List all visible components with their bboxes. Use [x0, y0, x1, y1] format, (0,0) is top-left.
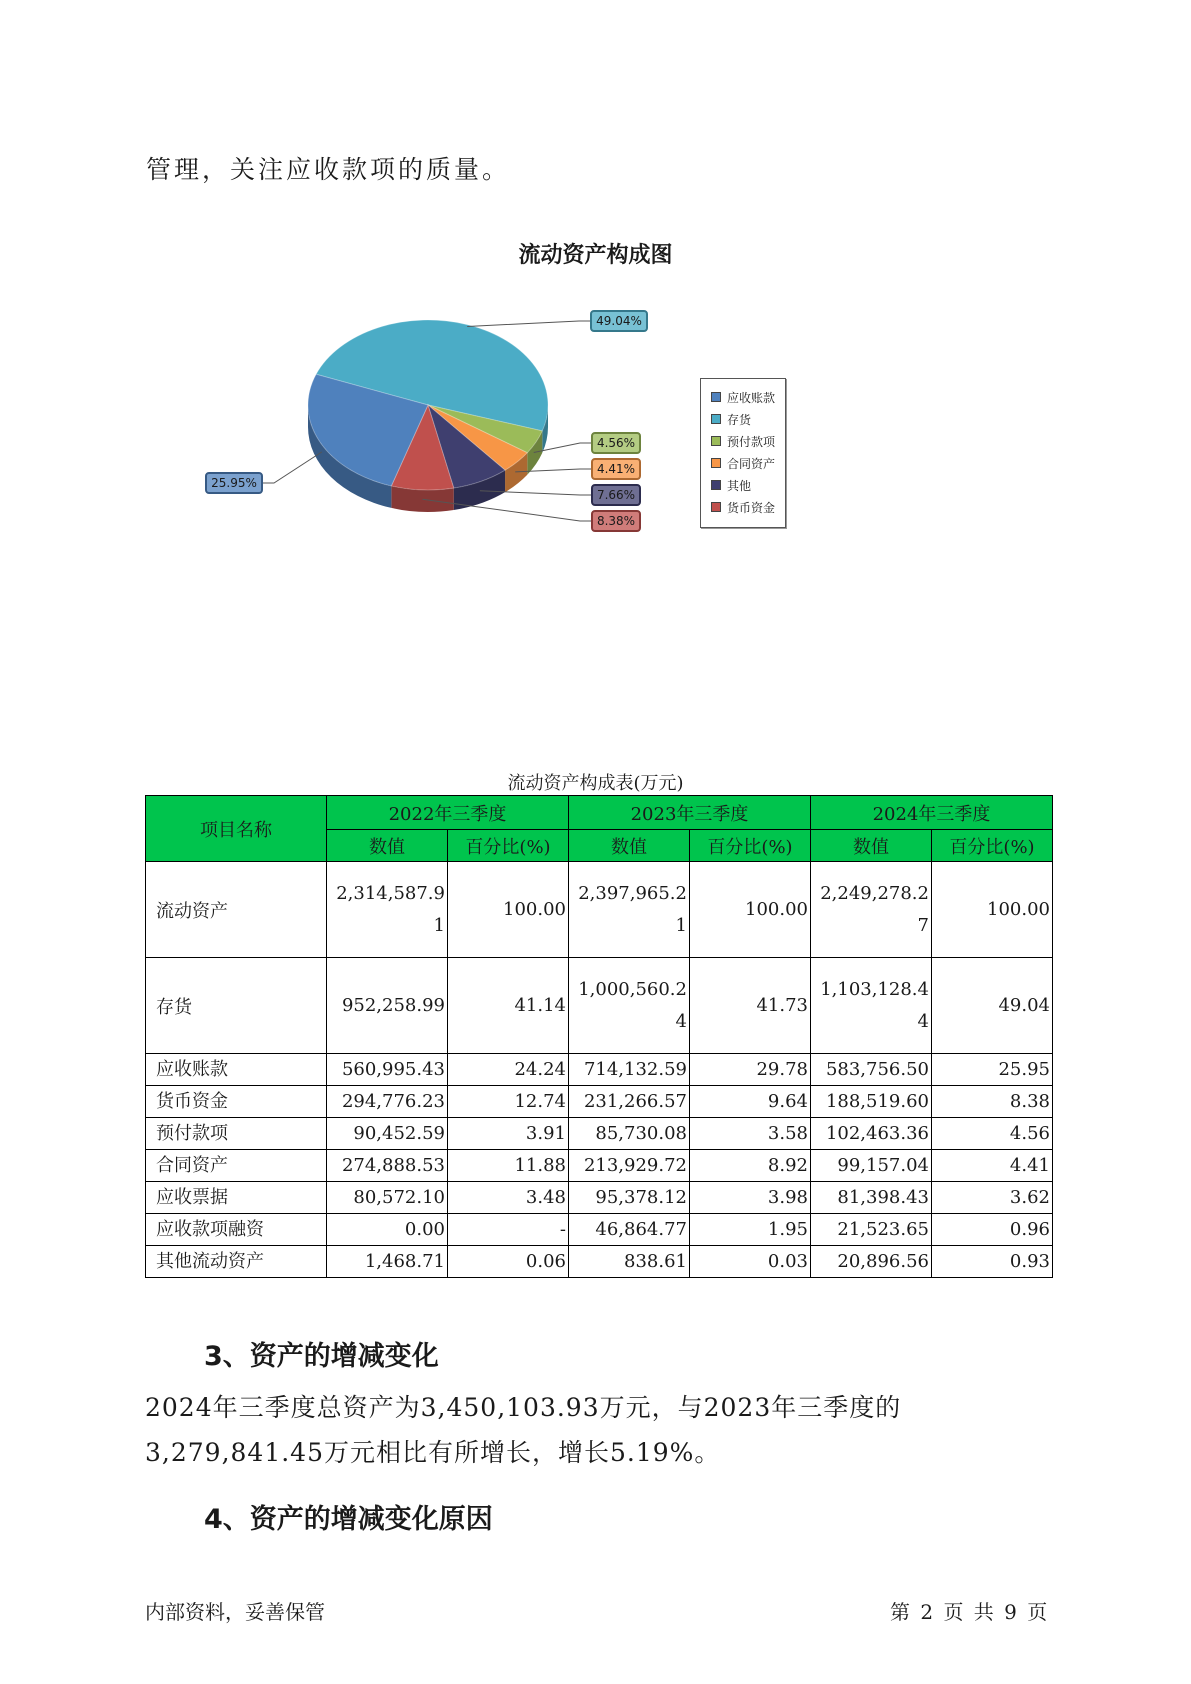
- percent-cell: -: [448, 1214, 569, 1246]
- percent-cell: 41.14: [448, 958, 569, 1054]
- value-cell: 838.61: [569, 1246, 690, 1278]
- value-cell: 294,776.23: [327, 1086, 448, 1118]
- data-label: 25.95%: [211, 476, 257, 490]
- period-header: 2023年三季度: [569, 796, 811, 830]
- percent-header: 百分比(%): [448, 830, 569, 862]
- value-cell: 213,929.72: [569, 1150, 690, 1182]
- value-cell: 46,864.77: [569, 1214, 690, 1246]
- value-cell: 560,995.43: [327, 1054, 448, 1086]
- value-cell: 99,157.04: [811, 1150, 932, 1182]
- percent-cell: 0.96: [932, 1214, 1053, 1246]
- legend-item: [711, 411, 751, 427]
- percent-cell: 41.73: [690, 958, 811, 1054]
- value-cell: 2,249,278.27: [811, 862, 932, 958]
- data-label: 8.38%: [596, 514, 636, 528]
- legend-swatch: [711, 392, 721, 402]
- table-caption: 流动资产构成表(万元): [507, 773, 684, 794]
- period-header: 2024年三季度: [811, 796, 1053, 830]
- percent-header: 百分比(%): [690, 830, 811, 862]
- value-header: 数值: [327, 830, 448, 862]
- percent-cell: 3.91: [448, 1118, 569, 1150]
- legend-swatch: [711, 436, 721, 446]
- value-cell: 1,103,128.44: [811, 958, 932, 1054]
- percent-cell: 100.00: [448, 862, 569, 958]
- table-row: [146, 1214, 1053, 1246]
- row-label: 应收款项融资: [146, 1214, 327, 1246]
- percent-cell: 11.88: [448, 1150, 569, 1182]
- period-header: 2022年三季度: [327, 796, 569, 830]
- intro-text: 管理，关注应收款项的质量。: [146, 155, 511, 184]
- row-label: 货币资金: [146, 1086, 327, 1118]
- item-name-header: 项目名称: [146, 796, 327, 862]
- percent-cell: 100.00: [690, 862, 811, 958]
- chart-title: 流动资产构成图: [518, 243, 673, 268]
- value-cell: 102,463.36: [811, 1118, 932, 1150]
- legend-swatch: [711, 458, 721, 468]
- value-cell: 1,000,560.24: [569, 958, 690, 1054]
- value-cell: 714,132.59: [569, 1054, 690, 1086]
- legend-label: 存货: [727, 412, 752, 427]
- legend-label: 其他: [727, 478, 752, 493]
- pie-chart: [0, 0, 1191, 560]
- table-row: [146, 1246, 1053, 1278]
- percent-cell: 3.58: [690, 1118, 811, 1150]
- value-cell: 1,468.71: [327, 1246, 448, 1278]
- page-number: 第 2 页 共 9 页: [890, 1600, 1048, 1624]
- percent-cell: 100.00: [932, 862, 1053, 958]
- row-label: 应收票据: [146, 1182, 327, 1214]
- value-cell: 0.00: [327, 1214, 448, 1246]
- legend-swatch: [711, 414, 721, 424]
- percent-cell: 4.56: [932, 1118, 1053, 1150]
- percent-cell: 0.93: [932, 1246, 1053, 1278]
- value-cell: 95,378.12: [569, 1182, 690, 1214]
- percent-cell: 3.98: [690, 1182, 811, 1214]
- value-cell: 231,266.57: [569, 1086, 690, 1118]
- value-header: 数值: [811, 830, 932, 862]
- chart-legend: [700, 378, 786, 528]
- table-row: [146, 1150, 1053, 1182]
- percent-cell: 12.74: [448, 1086, 569, 1118]
- value-header: 数值: [569, 830, 690, 862]
- value-cell: 20,896.56: [811, 1246, 932, 1278]
- data-label: 49.04%: [596, 314, 642, 328]
- percent-cell: 3.48: [448, 1182, 569, 1214]
- table-row: [146, 1118, 1053, 1150]
- percent-cell: 8.92: [690, 1150, 811, 1182]
- legend-label: 预付款项: [727, 434, 776, 449]
- table-row: [146, 958, 1053, 1054]
- legend-label: 应收账款: [727, 390, 776, 405]
- value-cell: 274,888.53: [327, 1150, 448, 1182]
- callout-line: [262, 452, 322, 483]
- percent-cell: 8.38: [932, 1086, 1053, 1118]
- legend-item: [711, 499, 775, 515]
- table-row: [146, 1086, 1053, 1118]
- row-label: 其他流动资产: [146, 1246, 327, 1278]
- section-heading: 4、资产的增减变化原因: [204, 1504, 493, 1535]
- table-row: [146, 1054, 1053, 1086]
- legend-label: 合同资产: [727, 456, 776, 471]
- section-heading: 3、资产的增减变化: [204, 1341, 439, 1372]
- value-cell: 85,730.08: [569, 1118, 690, 1150]
- data-label: 4.56%: [596, 436, 636, 450]
- legend-item: [711, 477, 751, 493]
- legend-item: [711, 389, 775, 405]
- callout-line: [467, 321, 591, 326]
- percent-cell: 9.64: [690, 1086, 811, 1118]
- value-cell: 81,398.43: [811, 1182, 932, 1214]
- percent-cell: 4.41: [932, 1150, 1053, 1182]
- value-cell: 2,314,587.91: [327, 862, 448, 958]
- table-row: [146, 1182, 1053, 1214]
- table-row: [146, 862, 1053, 958]
- percent-cell: 25.95: [932, 1054, 1053, 1086]
- percent-cell: 49.04: [932, 958, 1053, 1054]
- legend-item: [711, 433, 775, 449]
- value-cell: 21,523.65: [811, 1214, 932, 1246]
- percent-cell: 29.78: [690, 1054, 811, 1086]
- percent-cell: 1.95: [690, 1214, 811, 1246]
- row-label: 预付款项: [146, 1118, 327, 1150]
- data-label: 4.41%: [596, 462, 636, 476]
- row-label: 合同资产: [146, 1150, 327, 1182]
- percent-cell: 3.62: [932, 1182, 1053, 1214]
- value-cell: 188,519.60: [811, 1086, 932, 1118]
- legend-label: 货币资金: [727, 500, 776, 515]
- value-cell: 90,452.59: [327, 1118, 448, 1150]
- value-cell: 952,258.99: [327, 958, 448, 1054]
- legend-swatch: [711, 502, 721, 512]
- row-label: 流动资产: [146, 862, 327, 958]
- value-cell: 80,572.10: [327, 1182, 448, 1214]
- percent-cell: 0.03: [690, 1246, 811, 1278]
- legend-swatch: [711, 480, 721, 490]
- percent-cell: 24.24: [448, 1054, 569, 1086]
- value-cell: 2,397,965.21: [569, 862, 690, 958]
- percent-header: 百分比(%): [932, 830, 1053, 862]
- footer-note: 内部资料，妥善保管: [145, 1600, 325, 1624]
- percent-cell: 0.06: [448, 1246, 569, 1278]
- row-label: 存货: [146, 958, 327, 1054]
- value-cell: 583,756.50: [811, 1054, 932, 1086]
- data-label: 7.66%: [596, 488, 636, 502]
- body-paragraph: 2024年三季度总资产为3,450,103.93万元，与2023年三季度的3,279,841.45万元相比有所增长，增长5.19%。: [145, 1393, 902, 1467]
- legend-item: [711, 455, 775, 471]
- current-assets-table: [145, 795, 1053, 1278]
- row-label: 应收账款: [146, 1054, 327, 1086]
